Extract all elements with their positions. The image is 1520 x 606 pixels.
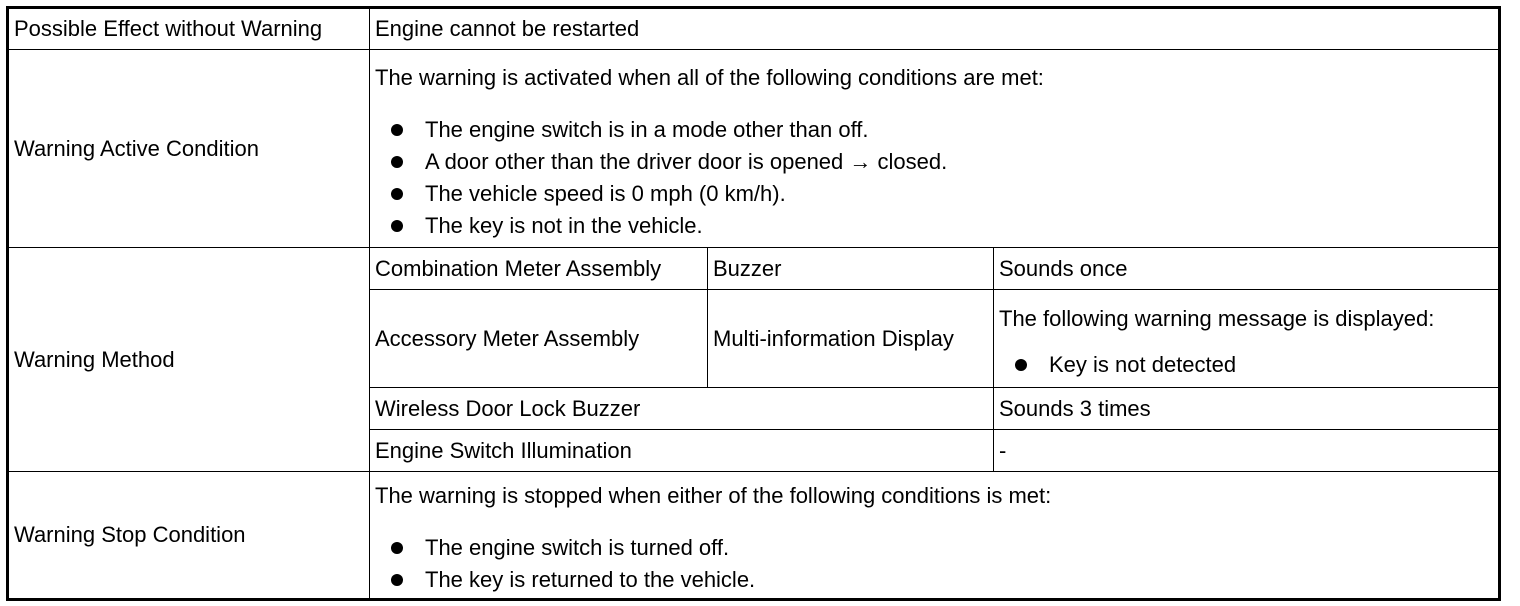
bullet-icon [391,188,403,200]
bullet-icon [391,220,403,232]
bullet-icon [391,542,403,554]
engine-switch-illumination-behavior: - [994,430,1500,472]
row-possible-effect [8,8,1500,50]
list-item: The key is returned to the vehicle. [389,564,1493,596]
row-warning-active-condition [8,50,1500,248]
row-method-combination-meter [8,248,1500,290]
combination-meter-device: Combination Meter Assembly [370,248,708,290]
wireless-buzzer-device: Wireless Door Lock Buzzer [370,388,994,430]
list-item: The engine switch is in a mode other than off. [389,114,1493,146]
warning-active-condition-label: Warning Active Condition [8,50,370,248]
accessory-meter-message-list [999,349,1493,381]
accessory-meter-behavior [994,290,1500,388]
accessory-meter-device: Accessory Meter Assembly [370,290,708,388]
accessory-meter-behavior-intro: The following warning message is displayed: [999,305,1435,331]
possible-effect-value: Engine cannot be restarted [370,8,1500,50]
list-item: The engine switch is turned off. [389,532,1493,564]
warning-method-label: Warning Method [8,248,370,472]
combination-meter-behavior: Sounds once [994,248,1500,290]
engine-switch-illumination-device: Engine Switch Illumination [370,430,994,472]
combination-meter-output: Buzzer [708,248,994,290]
bullet-icon [391,574,403,586]
warning-active-condition-intro: The warning is activated when all of the following conditions are met: [375,64,1044,90]
warning-active-condition-cell [370,50,1500,248]
warning-stop-condition-label: Warning Stop Condition [8,472,370,600]
list-item: Key is not detected [1013,349,1493,381]
row-warning-stop-condition [8,472,1500,600]
bullet-icon [391,124,403,136]
warning-stop-condition-list [375,532,1493,596]
warning-stop-condition-cell [370,472,1500,600]
warning-active-condition-list [375,114,1493,242]
list-item: A door other than the driver door is opened → closed. [389,146,1493,178]
warning-spec-table [6,6,1501,601]
list-item: The vehicle speed is 0 mph (0 km/h). [389,178,1493,210]
warning-stop-condition-intro: The warning is stopped when either of the following conditions is met: [375,483,1052,508]
accessory-meter-output: Multi-information Display [708,290,994,388]
wireless-buzzer-behavior: Sounds 3 times [994,388,1500,430]
bullet-icon [1015,359,1027,371]
possible-effect-label: Possible Effect without Warning [8,8,370,50]
list-item: The key is not in the vehicle. [389,210,1493,242]
bullet-icon [391,156,403,168]
